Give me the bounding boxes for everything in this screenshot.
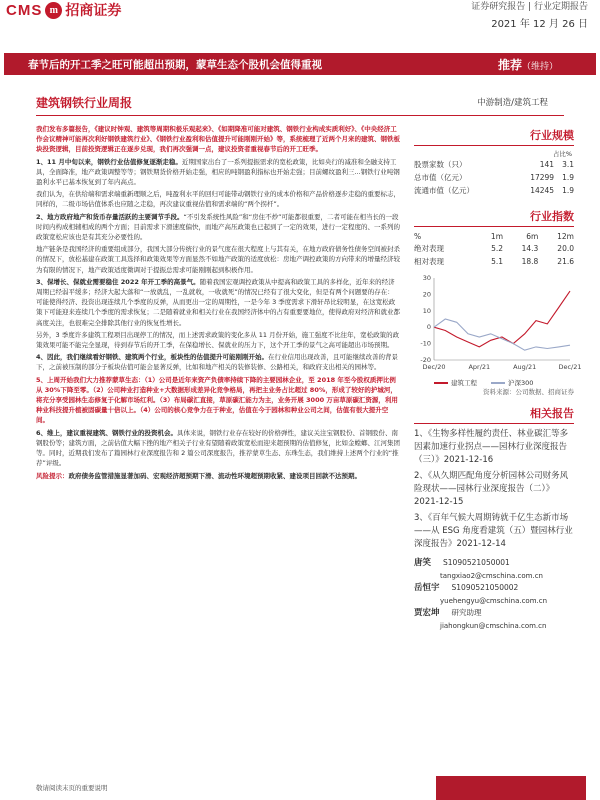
- x-tick-label: Dec/21: [558, 363, 582, 371]
- related-report-item[interactable]: 2、《从久期匹配角度分析园林公司财务风险现状——园林行业深度报告（二）》2021-12-15: [414, 471, 569, 507]
- point-2: [36, 212, 400, 243]
- point-3-head: 3、保增长、保就业需要稳住 2022 年开工季的高景气。: [36, 277, 200, 286]
- scale-pct: 1.9: [562, 186, 574, 195]
- index-value: 20.0: [557, 244, 574, 253]
- x-tick-label: Aug/21: [513, 363, 537, 371]
- analyst-entry: [414, 557, 574, 570]
- report-body: [36, 124, 400, 483]
- index-value: 5.2: [491, 244, 503, 253]
- scale-table: [414, 158, 574, 197]
- scale-row: [414, 184, 574, 197]
- intro-paragraph: [36, 124, 400, 155]
- scale-row: [414, 171, 574, 184]
- analyst-id: 研究助理: [451, 608, 482, 617]
- intro-text: 《建议时钟观、建筑等周期积极乐观起来》、《如期降准可能对建筑、钢铁行业构成实质利好》、《中央经济工作会议精神可能再次利好钢铁建筑行业》、《钢铁行业盈利和估值提升可能刚刚开始》等，系统梳理了近两个月来的建筑、钢铁板块投资逻辑，目前投资逻辑正在逐步兑现，我们再次强调一点，建议投资者重视春节后的开工旺季。: [36, 125, 400, 154]
- footer-note: 敬请阅读末页的重要说明: [36, 784, 108, 792]
- point-1-text: 近期国家出台了一系列提振需求的宽松政策，比如央行的减准和全融支持工具，全面降准，地产政策调整等等；钢铁期货价格开始走强，相应的吨钢盈利指标也开始走强；目前螺纹盈利三...钢铁行业吨钢盈利水平已基本恢复到了年内高点。: [36, 157, 400, 187]
- analyst-email[interactable]: tangxiao2@cmschina.com.cn: [440, 571, 543, 580]
- logo-mark-icon: m: [45, 2, 62, 19]
- point-3-text: 随着我国宏观调控政策从中提高和政策工具的多样化，近年来的经济周期已经弱平缓多；经济大起大落和“一放就乱，一乱就收，一收就死”的情况已经有了很大变化，但是有两个问题要的存在：可能使得经济、投资出现连续几个季度的反弹，从而更出一定的周期性，一是今年 3 季度需求下滑轩昂比较明显，在这宽松政策下可能迎来连续几个季度的需求恢复；二是随着就业和相关行业在我国经济体中的占有重要要地位，使得政府对经济和就业都高度关注，也很难完全排除其他行业的恢复性增长。: [36, 277, 400, 327]
- related-header: [414, 402, 574, 424]
- y-tick-label: -10: [420, 339, 431, 348]
- risk-note: [36, 471, 400, 481]
- scale-pct: 1.9: [562, 173, 574, 182]
- y-tick-label: 0: [426, 323, 431, 332]
- point-4: [36, 352, 400, 372]
- legend-swatch-2: [491, 382, 505, 384]
- index-chart: [414, 270, 582, 375]
- point-6-text: 具体来说，钢铁行业存在较好的价格弹性，建议关注宝钢股份、首钢股份、南钢股份等；建筑方面，之前估值大幅下挫的地产相关子行业有望随着政策宽松而迎来超预期的估值修复，比如金螳螂、江河集团等。同时，近期我们发布了篇园林行业深度报告和 2 篇公司深度报告，推荐蒙草生态、东珠生态，我们维持上述两个行业的“推荐”评级。: [36, 428, 400, 468]
- series-line-2: [434, 319, 570, 350]
- divider: [36, 115, 564, 116]
- sub-industry: 中游制造/建筑工程: [477, 98, 548, 108]
- analyst-entry: [414, 607, 574, 620]
- analyst-email[interactable]: jiahongkun@cmschina.com.cn: [440, 621, 547, 630]
- point-2b: 地产链条是我国经济的重要组成部分，我国大部分传统行业的景气度在很大程度上与其有关，在地方政府债务性债务空间被封杀的情况下，放松基建在政策工具选择和政策效果等方面显然不如地产政策的适度放松：房地产调控政策的方向带来的增量经济较为有限的情况下，地产政策适度微调对于提振总需求可能刚刚起到积极作用。: [36, 245, 400, 274]
- rating-label: 推荐: [497, 57, 522, 72]
- legend-swatch-1: [434, 382, 448, 384]
- doc-type: 证券研究报告 | 行业定期报告: [471, 2, 588, 12]
- index-value: 14.3: [521, 244, 539, 253]
- risk-text: 政府债务监管措施显著加码、宏观经济超预期下滑、流动性环境超预期收紧、建设项目回款不达预期。: [68, 471, 361, 480]
- scale-pct: 3.1: [562, 160, 574, 169]
- index-row: [414, 242, 574, 255]
- report-name: 建筑钢铁行业周报: [36, 96, 133, 110]
- analyst-name: 唐笑: [414, 558, 432, 568]
- index-row: [414, 255, 574, 268]
- brand-logo: [6, 0, 121, 20]
- chart-source: 资料来源：公司数据、招商证券: [483, 388, 574, 396]
- point-6: [36, 428, 400, 469]
- title-banner: [4, 53, 596, 75]
- sidebar: [414, 124, 582, 632]
- y-tick-label: -20: [420, 356, 431, 364]
- index-value: 18.8: [521, 257, 539, 266]
- index-col-header: 1m: [490, 231, 503, 241]
- scale-value: 17299: [530, 173, 555, 182]
- legend-label-2: 沪深300: [508, 379, 534, 387]
- point-4-head: 4、因此，我们继续看好钢铁、建筑两个行业，板块性的估值提升可能刚刚开始。: [36, 353, 269, 362]
- point-2-text: “不引发系统性风险”和“房住不炒”可能都很重要，二者可能在相当长的一段时间内构成相辅相成的两个方面；目前需求下滑速度偏快，而地产高压政策也已起到了一定的效果，进行一定程度的、一系列的政策宽松应该也是有其充分必要性的。: [36, 212, 400, 242]
- banner-title: 春节后的开工季之旺可能超出预期，蒙草生态个股机会值得重视: [28, 58, 322, 71]
- index-label: 绝对表现: [414, 244, 444, 253]
- index-value: 5.1: [491, 257, 503, 266]
- point-2-head: 2、地方政府地产和货币存量活跃的主要调节手段。: [36, 212, 184, 221]
- related-title: 相关报告: [530, 407, 574, 420]
- legend-series-1: [434, 378, 477, 387]
- analyst-email[interactable]: yuehengyu@cmschina.com.cn: [440, 596, 548, 605]
- legend-label-1: 建筑工程: [451, 379, 477, 387]
- scale-label: 股票家数（只）: [414, 160, 467, 169]
- scale-header: [414, 124, 574, 146]
- chart-legend: [414, 378, 574, 387]
- analyst-list: [414, 557, 574, 632]
- point-1-head: 1、11 月中旬以来，钢铁行业估值修复逐渐走稳。: [36, 157, 182, 166]
- legend-series-2: [491, 378, 533, 387]
- related-reports: [414, 428, 574, 551]
- footer-bar: [436, 776, 586, 800]
- analyst-id: S1090521050002: [451, 583, 519, 592]
- scale-title: 行业规模: [530, 129, 574, 142]
- scale-label: 流通市值（亿元）: [414, 186, 474, 195]
- scale-unit: 占比%: [552, 150, 572, 158]
- rating: [498, 56, 596, 73]
- logo-en: CMS: [6, 1, 43, 19]
- index-value: 21.6: [557, 257, 574, 266]
- index-title: 行业指数: [530, 210, 574, 223]
- y-tick-label: 10: [422, 306, 431, 315]
- point-1: [36, 157, 400, 188]
- index-col-header: 12m: [557, 231, 574, 241]
- point-6-head: 6、维上，建议重视建筑、钢铁行业的投资机会。: [36, 428, 178, 437]
- scale-label: 总市值（亿元）: [414, 173, 467, 182]
- index-label: 相对表现: [414, 257, 444, 266]
- scale-value: 14245: [530, 186, 555, 195]
- index-col-header: 6m: [526, 231, 539, 241]
- scale-value: 141: [539, 160, 555, 169]
- related-report-item[interactable]: 1、《生物多样性履约责任、林业碳汇等多因素加速行业拐点——园林行业深度报告（三）》2021-12-16: [414, 429, 569, 465]
- point-3b: 另外，3 季度许多建筑工程项目出现停工的情况，而上述需求政策的变化多从 11 月份开始，施工强度不比往年，宽松政策的政策效果可能不能完全显现，待到春节后的开工季，在保稳增长、保就业的压力下，这个开工季的景气之高可能超出市场预期。: [36, 330, 400, 350]
- point-3: [36, 277, 400, 328]
- point-4-text: 在行业信用出现改善，且可能继续改善的背景下，之前被压制的部分子板块估值可能会显著反弹，比如和地产相关的装修装修、公路相关，和政府支出相关的园林等。: [36, 353, 399, 372]
- rating-sub: （维持）: [521, 61, 558, 72]
- y-tick-label: 30: [422, 274, 431, 282]
- report-date: 2021 年 12 月 26 日: [491, 19, 588, 30]
- index-col-header: %: [414, 231, 422, 241]
- analyst-name: 岳恒宇: [414, 583, 440, 593]
- scale-row: [414, 158, 574, 171]
- point-5: 5、上周开始我们大力推荐蒙草生态：（1）公司是近年来资产负债率持续下降的主要园林企业，至 2018 年至今股权质押比例从 30%下降至零。（2）公司种业打造种业+大数据形成差异化竞争格局，再把主业务占比超过 80%，形成了较好的护城河，将充分享受园林生态修复于化解市场红利。（3）布局碳汇直接，草原碳汇能力为主，业务开展 3000 万亩草原碳汇资源，利用种业科技提升植被固碳量十倍以上。（4）公司的核心竞争力在于种业，估值在今于园林和种业公司之间，估值有很大提升空间。: [36, 375, 398, 425]
- point-1b: 我们认为，在供给端和需求端重新理顺之后，吨盈利水平的回归可能带动钢铁行业的成本价格和产品价格逐步走稳的重要标志，同样的，二级市场估值体系也应随之走稳，再次建议重视估值和需求端的“两个拐杆”。: [36, 190, 400, 209]
- analyst-id: S1090521050001: [443, 558, 510, 567]
- logo-cn: 招商证券: [65, 3, 122, 19]
- index-chart-svg: [414, 270, 582, 375]
- y-tick-label: 20: [422, 290, 431, 299]
- risk-head: 风险提示：: [36, 471, 69, 480]
- related-report-item[interactable]: 3、《百年气候大周期铸就千亿生态新市场——从 ESG 角度看建筑（五）暨园林行业深度报告》2021-12-14: [414, 513, 573, 549]
- x-tick-label: Dec/20: [422, 363, 446, 371]
- index-table: [414, 230, 574, 268]
- x-tick-label: Apr/21: [468, 363, 491, 371]
- analyst-entry: [414, 582, 574, 595]
- analyst-name: 贾宏坤: [414, 608, 440, 618]
- intro-lead: 我们发布多篇报告，: [36, 125, 95, 133]
- index-header: [414, 205, 574, 227]
